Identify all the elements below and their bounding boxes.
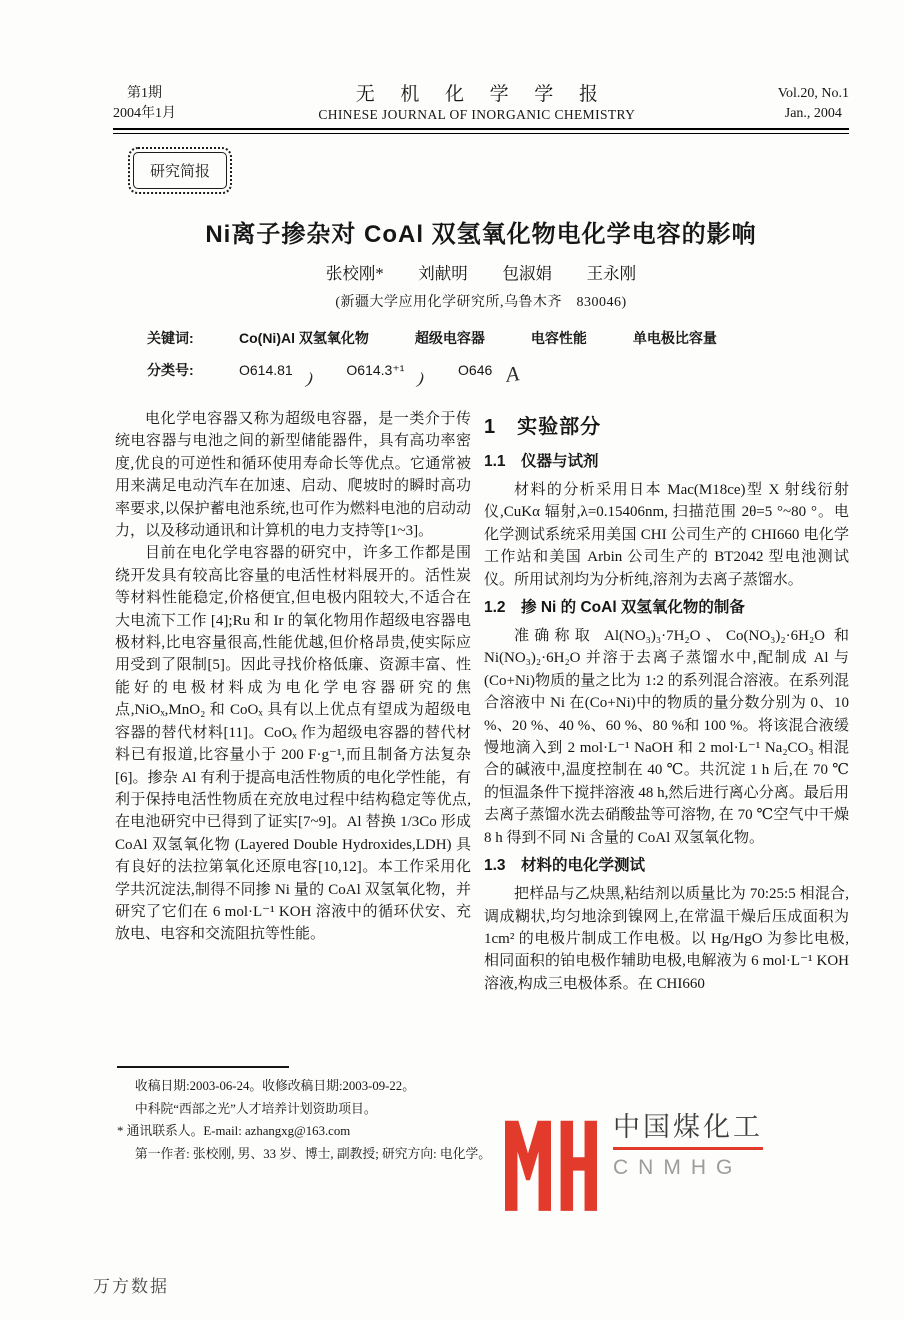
logo-name-zh: 中国煤化工 [613,1112,763,1142]
section-1-heading: 1 实验部分 [484,416,602,438]
received-dates: 收稿日期:2003-06-24。收修改稿日期:2003-09-22。 [134,1079,416,1093]
intro-paragraph-1: 电化学电容器又称为超级电容器，是一类介于传统电容器与电池之间的新型储能器件，具有高功率密度,优良的可逆性和循环使用寿命长等优点。它通常被用来满足电动汽车在加速、启动、爬坡时的瞬时高功率要求,以保护蓄电池系统,也可作为燃料电池的启动动力，以及移动通讯和计算机的电力支持等[1~3]。 [115,411,471,540]
volume-number: Vol.20, No.1 [777,86,849,101]
author-name: 包淑娟 [502,264,552,283]
keywords-label: 关键词: [147,330,194,346]
masthead-issue [113,84,176,124]
classification-label: 分类号: [147,362,194,378]
footnote-divider [117,1066,289,1068]
classification-row [147,356,553,389]
cnmhg-logo [505,1112,763,1212]
handwritten-mark: ) [305,368,315,389]
article-type-badge: 研究简报 [133,152,227,189]
funding-note: 中科院“西部之光”人才培养计划资助项目。 [134,1101,377,1116]
intro-paragraph-2: 目前在电化学电容器的研究中，许多工作都是围绕开发具有较高比容量的电活性材料展开的。活性炭等材料性能稳定,价格便宜,但电极内阻较大,不适合在大电流下工作 [4];Ru 和 Ir 的氧化物用作超级电容器电极材料,比电容量很高,性能优越,但价格昂贵,使实际应用受到了限制[5]。因此寻找价格低廉、资源丰富、性能好的电极材料成为电化学电容器研究的焦点,NiOₓ,MnO₂ 和 CoOₓ 具有以上优点有望成为超级电容器的替代材料[11]。CoOₓ 作为超级电容器的替代材料已有报道,比容量小于 200 F·g⁻¹,而且制备方法复杂[6]。掺杂 Al 有利于提高电活性物质的电化学性能，有利于保持电活性物质在充放电过程中结构稳定等优点,在电池研究中已得到了证实[7~9]。Al 替换 1/3Co 形成 CoAl 双氢氧化物 (Layered Double Hydroxides,LDH) 具有良好的法拉第氧化还原电容[10,12]。本工作采用化学共沉淀法,制得不同掺 Ni 量的 CoAl 双氢氧化物，并研究了它们在 6 mol·L⁻¹ KOH 溶液中的循环伏安、充放电、电容和交流阻抗等性能。 [115,545,471,943]
section-1-1-heading: 1.1 仪器与试剂 [484,453,599,470]
handwritten-mark: A [504,361,521,387]
corresponding-author-note: * 通讯联系人。E-mail: azhangxg@163.com [117,1124,351,1138]
first-author-note: 第一作者: 张校刚, 男、33 岁、博士, 副教授; 研究方向: 电化学。 [134,1146,492,1161]
column-left [115,408,471,995]
cnmhg-logo-icon [505,1112,597,1212]
masthead-divider [113,128,849,134]
keyword: Co(Ni)Al 双氢氧化物 [239,330,369,346]
issue-date: 2004年1月 [113,106,176,121]
masthead-volume [778,84,849,124]
affiliation: (新疆大学应用化学研究所,乌鲁木齐 830046) [335,295,627,310]
author-name: 刘献明 [418,264,468,283]
author-name: 王永刚 [586,264,637,283]
keyword: 超级电容器 [414,330,485,346]
section-1-3-text: 把样品与乙炔黑,粘结剂以质量比为 70:25:5 相混合,调成糊状,均匀地涂到镍网上,在常温干燥后压成面积为 1cm² 的电极片制成工作电极。以 Hg/HgO 为参比电极,相同面积的铂电极作辅助电极,电解液为 6 mol·L⁻¹ KOH 溶液,构成三电极体系。在 CHI660 [484,886,849,992]
keyword: 电容性能 [530,330,587,346]
article-title: Ni离子掺杂对 CoAl 双氢氧化物电化学电容的影响 [205,221,757,249]
masthead-journal [176,84,778,124]
wanfang-watermark: 万方数据 [93,1277,169,1296]
logo-name-en: CNMHG [613,1156,743,1179]
logo-text-block [613,1112,763,1180]
journal-masthead [113,84,849,124]
section-1-3-heading: 1.3 材料的电化学测试 [484,857,646,875]
column-right [484,408,849,995]
volume-date: Jan., 2004 [784,106,842,121]
clc-code: O614.3⁺¹ [346,362,405,378]
clc-code: O614.81 [239,362,293,378]
article-body [115,408,849,995]
journal-title-en: CHINESE JOURNAL OF INORGANIC CHEMISTRY [318,107,636,122]
section-1-1-text: 材料的分析采用日本 Mac(M18ce)型 X 射线衍射仪,CuKα 辐射,λ=0.15406nm, 扫描范围 2θ=5 °~80 °。电化学测试系统采用美国 CHI 公司生产的 CHI660 电化学工作站和美国 Arbin 公司生产的 BT2042 型电池测试仪。所用试剂均为分析纯,溶剂为去离子蒸馏水。 [484,482,849,588]
section-1-2-text: 准确称取 Al(NO₃)₃·7H₂O、Co(NO₃)₂·6H₂O 和 Ni(NO₃)₂·6H₂O 并溶于去离子蒸馏水中,配制成 Al 与(Co+Ni)物质的量之比为 1:2 的系列混合溶液。在系列混合溶液中 Ni 在(Co+Ni)中的物质的量分数分别为 0、10 %、20 %、40 %、60 %、80 %和 100 %。将该混合液缓慢地滴入到 2 mol·L⁻¹ NaOH 和 2 mol·L⁻¹ Na₂CO₃ 相混合的碱液中,温度控制在 40 ℃。共沉淀 1 h 后,在 70 ℃的恒温条件下搅拌溶液 48 h,然后进行离心分离。最后用去离子蒸馏水洗去硝酸盐等可溶物, 在 70 ℃空气中干燥 8 h 得到不同 Ni 含量的 CoAl 双氢氧化物。 [484,628,849,846]
keywords-row [147,328,763,348]
keyword: 单电极比容量 [632,330,717,346]
logo-underline [613,1147,763,1150]
author-name: 张校刚* [325,264,384,283]
footnote-block [117,1066,547,1165]
journal-title-zh: 无机化学学报 [355,84,624,105]
author-list [113,260,849,284]
clc-code: O646 [458,362,493,378]
section-1-2-heading: 1.2 掺 Ni 的 CoAl 双氢氧化物的制备 [484,599,745,617]
handwritten-mark: ) [416,368,426,389]
issue-number: 第1期 [127,86,162,101]
